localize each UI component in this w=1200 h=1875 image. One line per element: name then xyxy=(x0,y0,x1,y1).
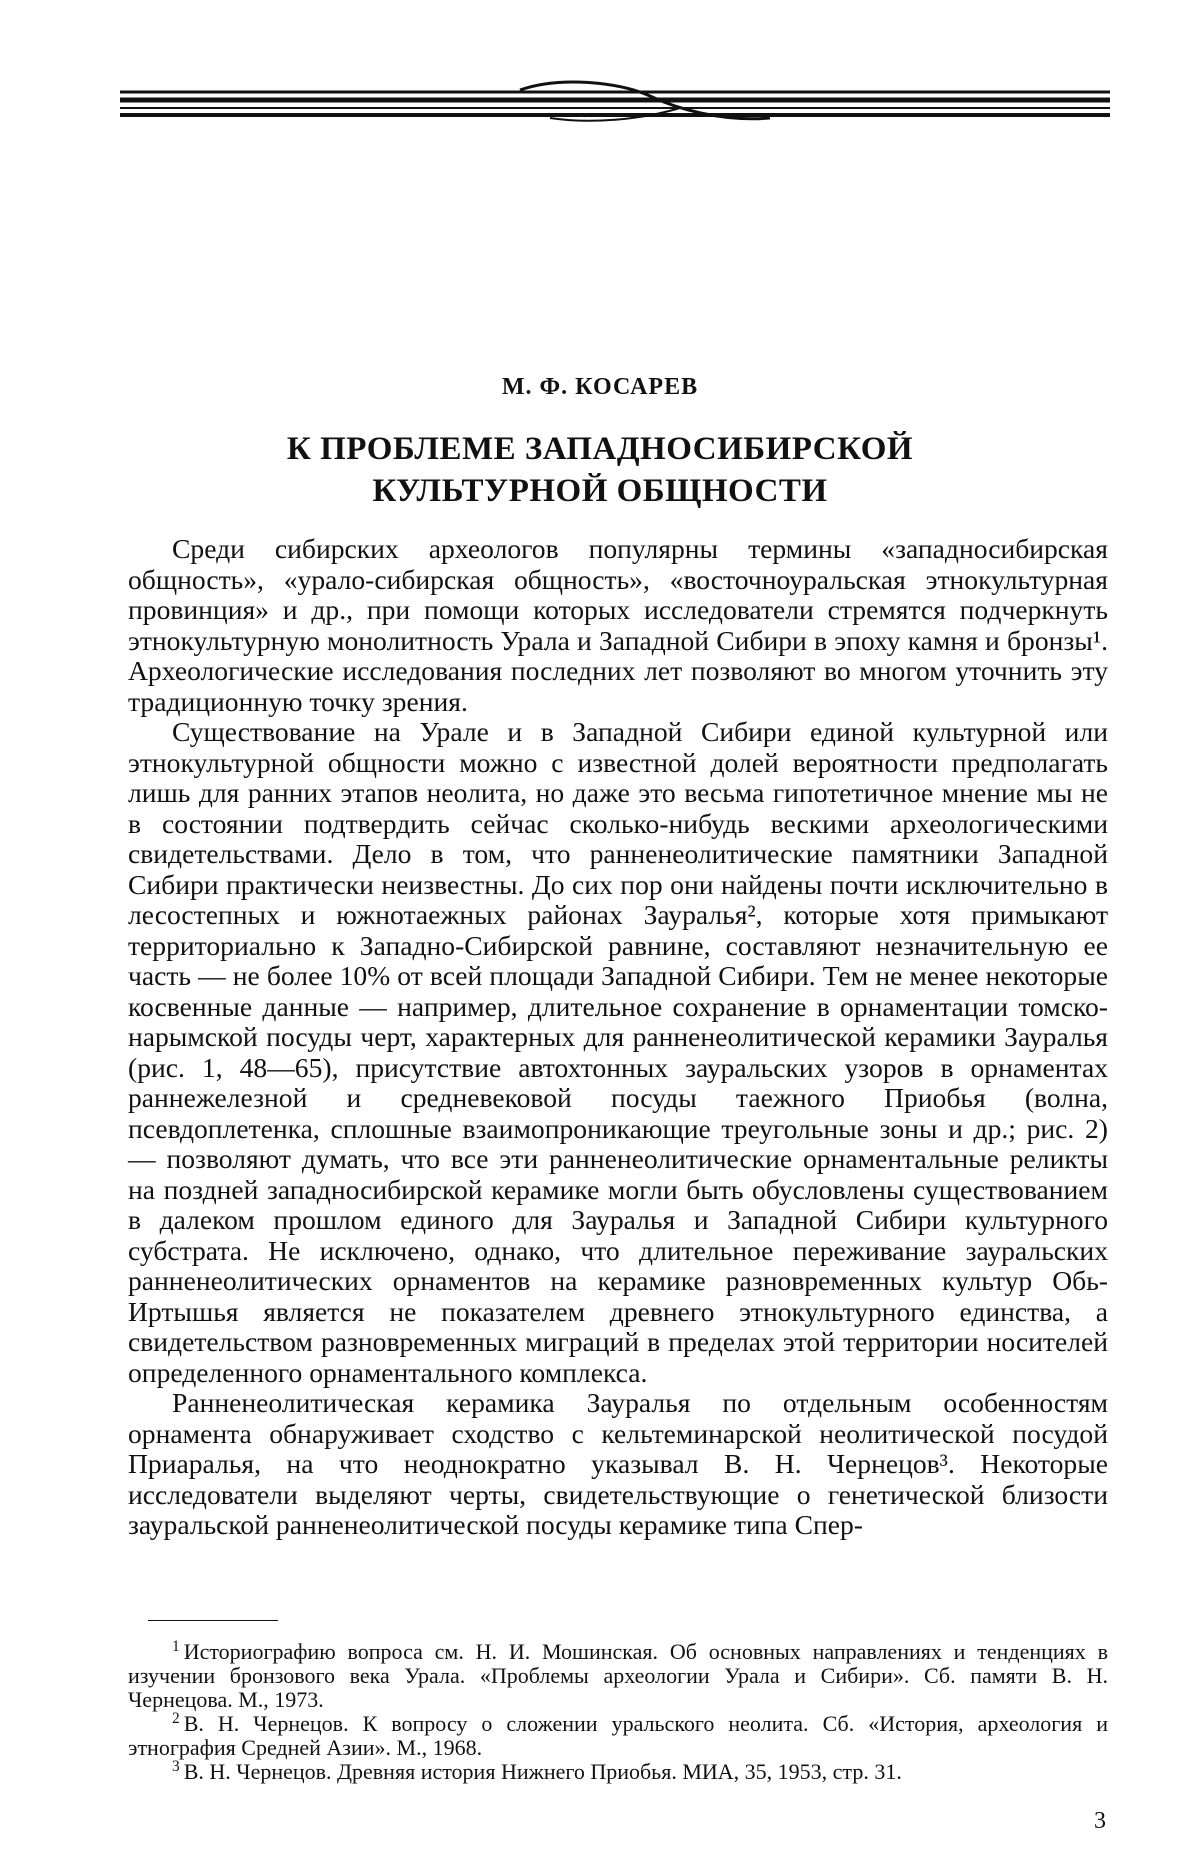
article-body xyxy=(128,534,1108,1541)
footnote xyxy=(128,1709,1108,1760)
footnote-text: В. Н. Чернецов. Древняя история Нижнего Приобья. МИА, 35, 1953, стр. 31. xyxy=(183,1759,902,1784)
footnote-separator xyxy=(148,1620,278,1621)
footnote-number: 1 xyxy=(172,1637,180,1655)
footnote-number: 3 xyxy=(172,1757,180,1775)
footnote-number: 2 xyxy=(172,1709,180,1727)
footnote xyxy=(128,1637,1108,1712)
footnotes xyxy=(128,1637,1108,1784)
paragraph: Существование на Урале и в Западной Сибири единой культурной или этнокультурной общности можно с известной долей вероятности предполагать лишь для ранних этапов неолита, но даже это весьма гипотетичное мнение мы не в состоянии подтвердить сейчас сколько-нибудь вескими археологическими свидетельствами. Дело в том, что ранненеолитические памятники Западной Сибири практически неизвестны. До сих пор они найдены почти исключительно в лесостепных и южнотаежных районах Зауралья², которые хотя примыкают территориально к Западно-Сибирской равнине, составляют незначительную ее часть — не более 10% от всей площади Западной Сибири. Тем не менее некоторые косвенные данные — например, длительное сохранение в орнаментации томско-нарымской посуды черт, характерных для ранненеолитической керамики Зауралья (рис. 1, 48—65), присутствие автохтонных зауральских узоров в орнаментах раннежелезной и средневековой посуды таежного Приобья (волна, псевдоплетенка, сплошные взаимопроникающие треугольные зоны и др.; рис. 2) — позволяют думать, что все эти ранненеолитические орнаментальные реликты на поздней западносибирской керамике могли быть обусловлены существованием в далеком прошлом единого для Зауралья и Западной Сибири культурного субстрата. Не исключено, однако, что длительное переживание зауральских ранненеолитических орнаментов на керамике разновременных культур Обь-Иртышья является не показателем древнего этнокультурного единства, а свидетельством разновременных миграций в пределах этой территории носителей определенного орнаментального комплекса. xyxy=(128,716,1108,1388)
article-title: К ПРОБЛЕМЕ ЗАПАДНОСИБИРСКОЙ КУЛЬТУРНОЙ ОБЩНОСТИ xyxy=(286,431,914,509)
paragraph: Ранненеолитическая керамика Зауралья по отдельным особенностям орнамента обнаруживает сходство с кельтеминарской неолитической посудой Приаралья, на что неоднократно указывал В. Н. Чернецов³. Некоторые исследователи выделяют черты, свидетельствующие о генетической близости зауральской ранненеолитической посуды керамике типа Спер- xyxy=(128,1387,1108,1540)
footnote-text: В. Н. Чернецов. К вопросу о сложении уральского неолита. Сб. «История, археология и этнография Средней Азии». М., 1968. xyxy=(128,1711,1108,1760)
footnote-text: Историографию вопроса см. Н. И. Мошинская. Об основных направлениях и тенденциях в изучении бронзового века Урала. «Проблемы археологии Урала и Сибири». Сб. памяти В. Н. Чернецова. М., 1973. xyxy=(128,1639,1108,1712)
page-number: 3 xyxy=(1094,1808,1106,1834)
author-name: М. Ф. КОСАРЕВ xyxy=(501,374,699,400)
footnote xyxy=(128,1757,1108,1784)
paragraph: Среди сибирских археологов популярны термины «западносибирская общность», «урало-сибирская общность», «восточноуральская этнокультурная провинция» и др., при помощи которых исследователи стремятся подчеркнуть этнокультурную монолитность Урала и Западной Сибири в эпоху камня и бронзы¹. Археологические исследования последних лет позволяют во многом уточнить эту традиционную точку зрения. xyxy=(128,533,1108,717)
header-ornament xyxy=(120,78,1110,138)
